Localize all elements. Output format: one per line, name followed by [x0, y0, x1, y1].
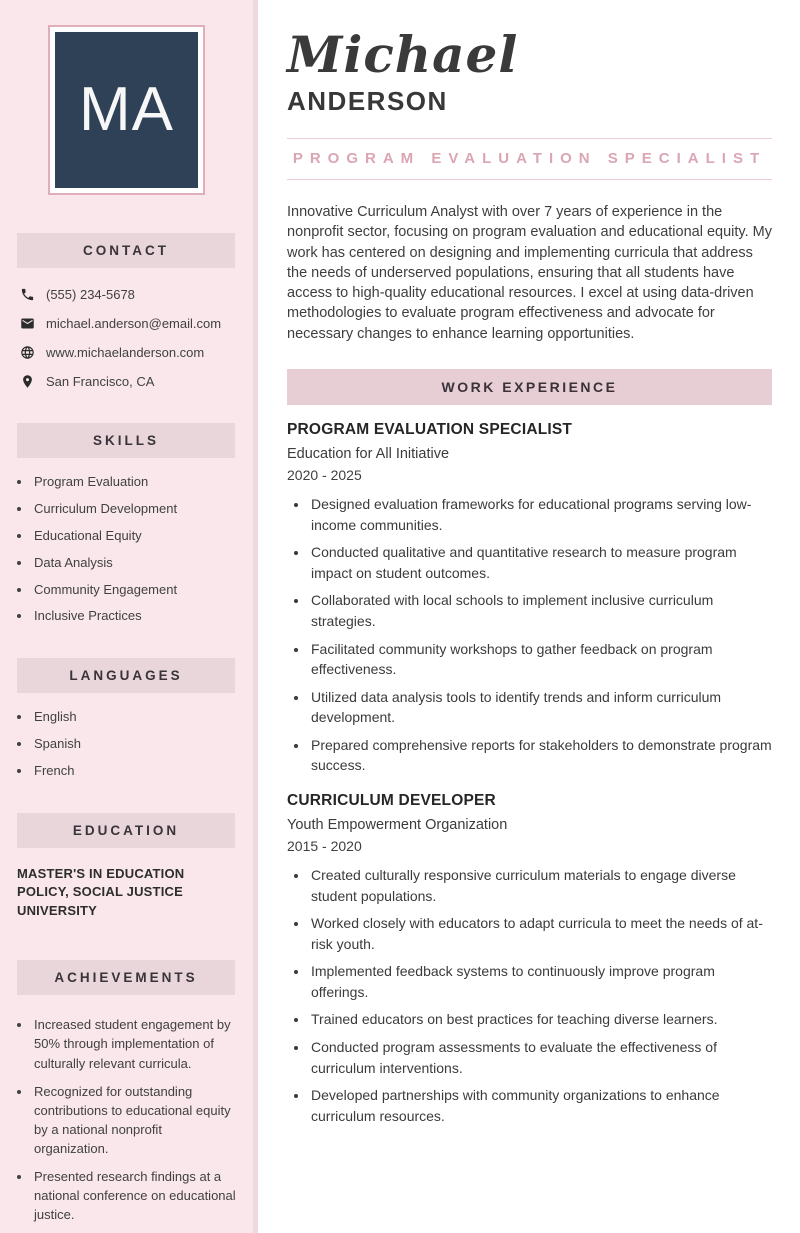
job-bullet: • Conducted program assessments to evaluate the effectiveness of curriculum interventions.: [309, 1037, 772, 1078]
phone-text: (555) 234-5678: [46, 287, 135, 302]
job-bullet: • Prepared comprehensive reports for stakeholders to demonstrate program success.: [309, 735, 772, 776]
email-text: michael.anderson@email.com: [46, 316, 222, 331]
job-dates: 2020 - 2025: [287, 467, 362, 484]
job-company: Education for All Initiative: [287, 446, 450, 463]
languages-list: [32, 709, 239, 780]
achievement-item: • Presented research findings at a national conference on educational justice.: [32, 1167, 239, 1224]
professional-summary: Innovative Curriculum Analyst with over 7 years of experience in the nonprofit sector, focusing on program evaluation and educational equity. My work has centered on designing and implementing curricula that address the needs of underserved populations, ensuring that all students have access to high-quality educational resources. I excel at using data-driven methodologies to evaluate program effectiveness and advocate for necessary changes to enhance learning opportunities.: [287, 204, 772, 342]
first-name: Michael: [287, 25, 519, 84]
achievement-item: • Recognized for outstanding contributions to educational equity by a national nonprofit organization.: [32, 1082, 239, 1158]
achievements-section-header: [17, 960, 235, 995]
job-bullet: • Conducted qualitative and quantitative research to measure program impact on student outcomes.: [309, 542, 772, 583]
job-company: Youth Empowerment Organization: [287, 817, 508, 834]
skills-section-header: [17, 423, 235, 458]
language-item: • French: [32, 763, 239, 780]
email-icon: [20, 316, 35, 331]
location-pin-icon: [20, 374, 35, 389]
last-name: ANDERSON: [287, 86, 448, 116]
education-section-header: [17, 813, 235, 848]
job-bullet-list: [287, 494, 772, 776]
job-title: CURRICULUM DEVELOPER: [287, 792, 496, 810]
skills-heading: SKILLS: [92, 433, 159, 448]
job-title: PROGRAM EVALUATION SPECIALIST: [287, 421, 573, 439]
skill-item: • Program Evaluation: [32, 474, 239, 491]
language-item: • English: [32, 709, 239, 726]
website-text: www.michaelanderson.com: [46, 345, 205, 360]
job-bullet: • Facilitated community workshops to gather feedback on program effectiveness.: [309, 639, 772, 680]
skills-list: [32, 474, 239, 625]
contact-row-website: [20, 338, 239, 367]
education-heading: EDUCATION: [72, 823, 180, 839]
contact-heading: CONTACT: [83, 243, 169, 258]
job-bullet: • Trained educators on best practices for teaching diverse learners.: [309, 1009, 772, 1030]
location-text: San Francisco, CA: [46, 374, 155, 389]
profile-monogram: [55, 32, 198, 188]
languages-heading: LANGUAGES: [69, 668, 183, 684]
skill-item: • Community Engagement: [32, 582, 239, 599]
job-entry-2: [287, 792, 772, 1126]
skill-item: • Curriculum Development: [32, 501, 239, 518]
job-bullet: • Designed evaluation frameworks for educational programs serving low-income communities.: [309, 494, 772, 535]
job-entry-1: [287, 421, 772, 776]
work-experience-heading: WORK EXPERIENCE: [441, 379, 618, 396]
achievement-item: • Increased student engagement by 50% through implementation of culturally relevant curricula.: [32, 1015, 239, 1072]
main-content: [258, 0, 800, 1233]
job-bullet-list: [287, 865, 772, 1126]
job-bullet: • Created culturally responsive curriculum materials to engage diverse student populations.: [309, 865, 772, 906]
initials-text: MA: [79, 75, 174, 144]
role-title: PROGRAM EVALUATION SPECIALIST: [292, 150, 767, 167]
education-degree: MASTER'S IN EDUCATION POLICY, SOCIAL JUSTICE UNIVERSITY: [17, 866, 185, 918]
role-title-banner: [287, 138, 772, 180]
sidebar: [0, 0, 258, 1233]
profile-photo-frame: [48, 25, 205, 195]
skill-item: • Educational Equity: [32, 528, 239, 545]
contact-list: [0, 268, 253, 396]
language-item: • Spanish: [32, 736, 239, 753]
skill-item: • Data Analysis: [32, 555, 239, 572]
job-bullet: • Collaborated with local schools to implement inclusive curriculum strategies.: [309, 590, 772, 631]
contact-row-email: [20, 309, 239, 338]
contact-row-location: [20, 367, 239, 396]
work-experience-header: [287, 369, 772, 405]
globe-icon: [20, 345, 35, 360]
contact-row-phone: [20, 280, 239, 309]
job-bullet: • Implemented feedback systems to continuously improve program offerings.: [309, 961, 772, 1002]
contact-section-header: [17, 233, 235, 268]
job-bullet: • Utilized data analysis tools to identify trends and inform curriculum development.: [309, 687, 772, 728]
skill-item: • Inclusive Practices: [32, 608, 239, 625]
job-bullet: • Developed partnerships with community organizations to enhance curriculum resources.: [309, 1085, 772, 1126]
achievements-heading: ACHIEVEMENTS: [54, 970, 198, 986]
job-dates: 2015 - 2020: [287, 838, 362, 855]
job-bullet: • Worked closely with educators to adapt curricula to meet the needs of at-risk youth.: [309, 913, 772, 954]
languages-section-header: [17, 658, 235, 693]
phone-icon: [20, 287, 35, 302]
achievements-list: [32, 1015, 239, 1224]
